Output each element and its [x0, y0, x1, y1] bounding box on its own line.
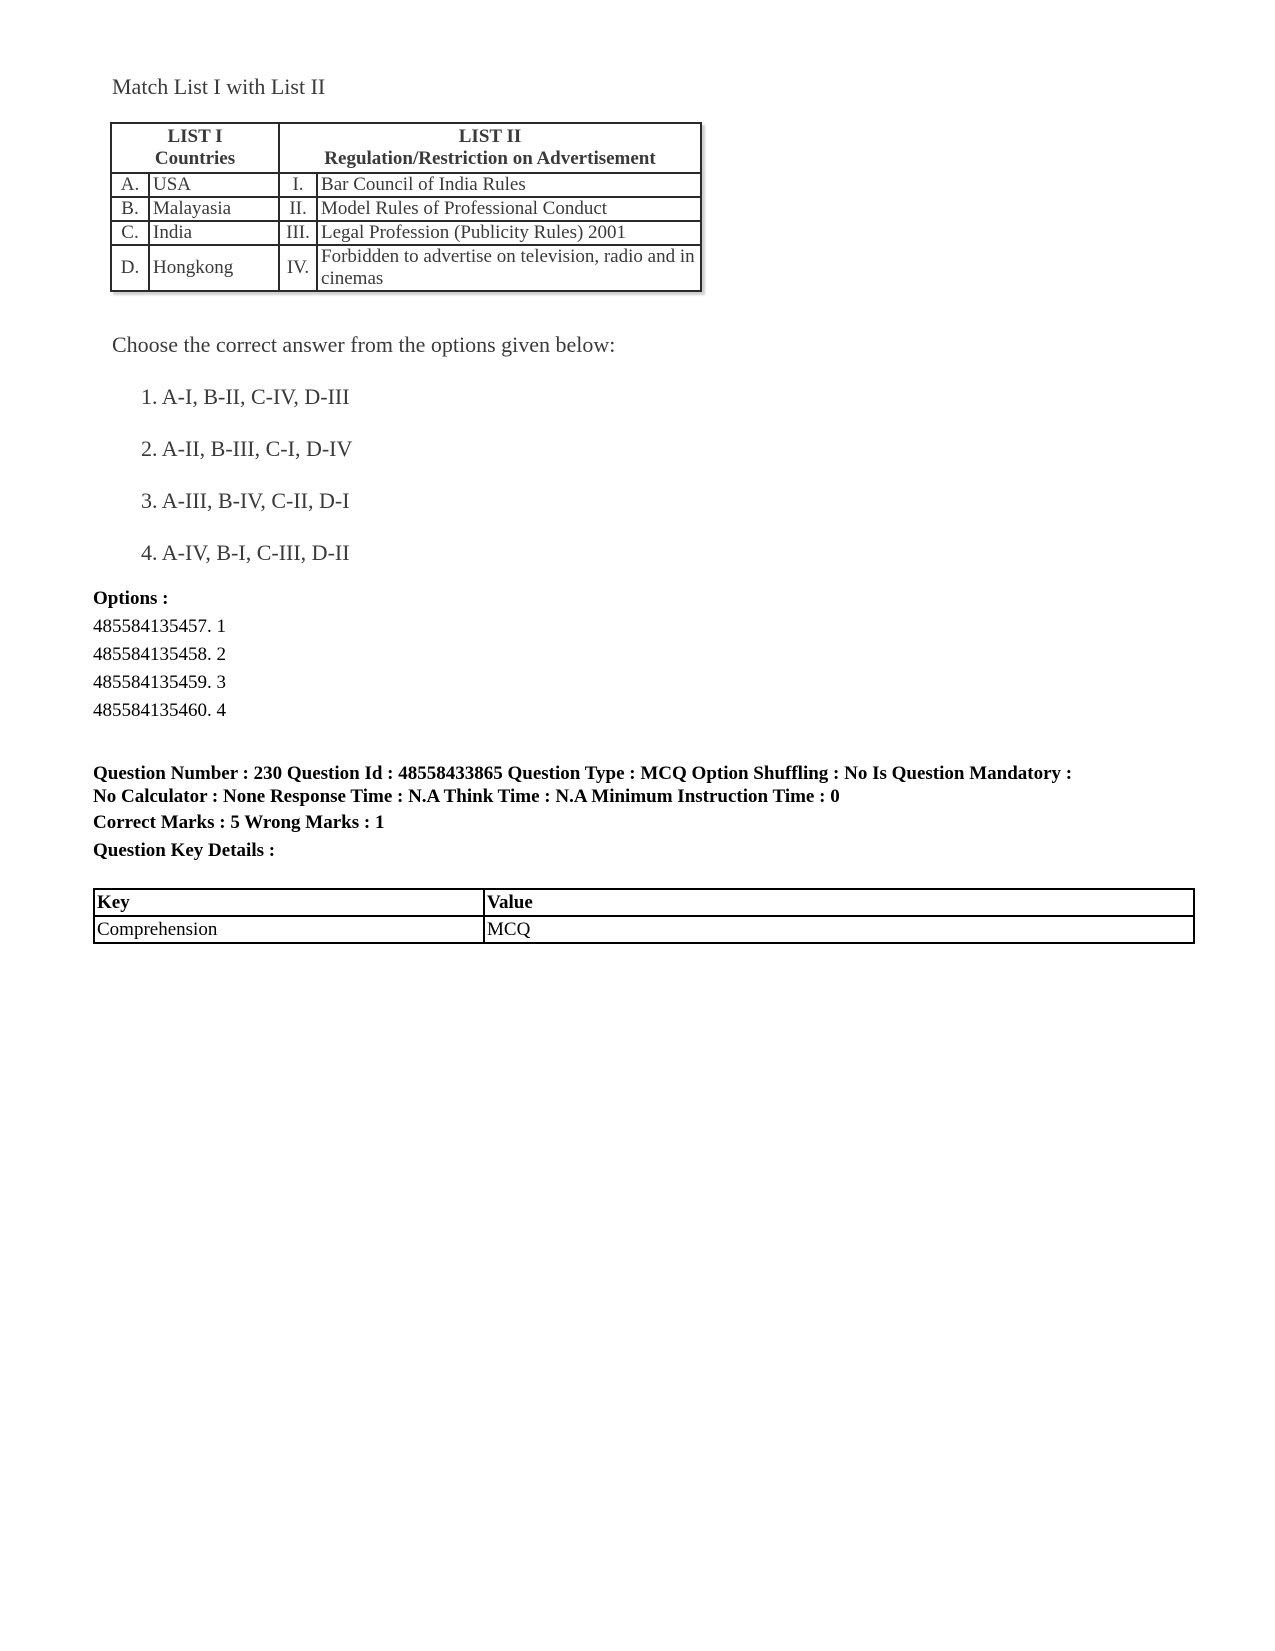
question-meta: [93, 762, 1203, 808]
option-item: 485584135458. 2: [93, 644, 226, 665]
list1-item: Malayasia: [149, 197, 279, 221]
match-row: [111, 245, 701, 291]
list1-item: Hongkong: [149, 245, 279, 291]
option-item: 485584135459. 3: [93, 672, 226, 693]
list2-item: Model Rules of Professional Conduct: [317, 197, 701, 221]
question-meta-line2: No Calculator : None Response Time : N.A Think Time : N.A Minimum Instruction Time : 0: [93, 786, 840, 807]
option-item: 485584135460. 4: [93, 700, 226, 721]
answer-choice: 4. A-IV, B-I, C-III, D-II: [141, 540, 350, 565]
choose-instruction: Choose the correct answer from the options given below:: [112, 332, 616, 357]
list1-header: [111, 123, 279, 173]
table-row: [94, 916, 1194, 943]
marks-line: Correct Marks : 5 Wrong Marks : 1: [93, 812, 385, 833]
list2-item: Legal Profession (Publicity Rules) 2001: [317, 221, 701, 245]
list2-subheading: Regulation/Restriction on Advertisement: [324, 148, 656, 169]
list1-item: USA: [149, 173, 279, 197]
option-item: 485584135457. 1: [93, 616, 226, 637]
list2-label: II.: [279, 197, 317, 221]
list1-label: B.: [111, 197, 149, 221]
question-meta-line1: Question Number : 230 Question Id : 48558433865 Question Type : MCQ Option Shuffling : No Is Question Mandatory :: [93, 763, 1073, 784]
match-row: [111, 173, 701, 197]
answer-choice: 2. A-II, B-III, C-I, D-IV: [141, 436, 353, 461]
answer-choice: 3. A-III, B-IV, C-II, D-I: [141, 488, 350, 513]
key-cell: Comprehension: [94, 916, 484, 943]
list2-label: IV.: [279, 245, 317, 291]
key-table-header: [94, 889, 1194, 916]
list1-label: C.: [111, 221, 149, 245]
list2-item: Bar Council of India Rules: [317, 173, 701, 197]
key-column-header: Key: [94, 889, 484, 916]
list2-heading: LIST II: [458, 126, 522, 147]
list2-label: I.: [279, 173, 317, 197]
list2-label: III.: [279, 221, 317, 245]
match-row: [111, 221, 701, 245]
value-cell: MCQ: [484, 916, 1194, 943]
list1-subheading: Countries: [154, 148, 236, 169]
list1-label: A.: [111, 173, 149, 197]
key-details-heading: Question Key Details :: [93, 840, 276, 861]
value-column-header: Value: [484, 889, 1194, 916]
options-heading: Options :: [93, 588, 169, 609]
answer-choice: 1. A-I, B-II, C-IV, D-III: [141, 384, 350, 409]
list1-label: D.: [111, 245, 149, 291]
list1-item: India: [149, 221, 279, 245]
list1-heading: LIST I: [167, 126, 223, 147]
list2-header: [279, 123, 701, 173]
match-row: [111, 197, 701, 221]
match-table-header: [111, 123, 701, 173]
key-details-table: [93, 888, 1195, 944]
match-table: [110, 122, 702, 292]
question-instruction: Match List I with List II: [112, 74, 326, 99]
list2-item: Forbidden to advertise on television, radio and in cinemas: [317, 245, 701, 291]
